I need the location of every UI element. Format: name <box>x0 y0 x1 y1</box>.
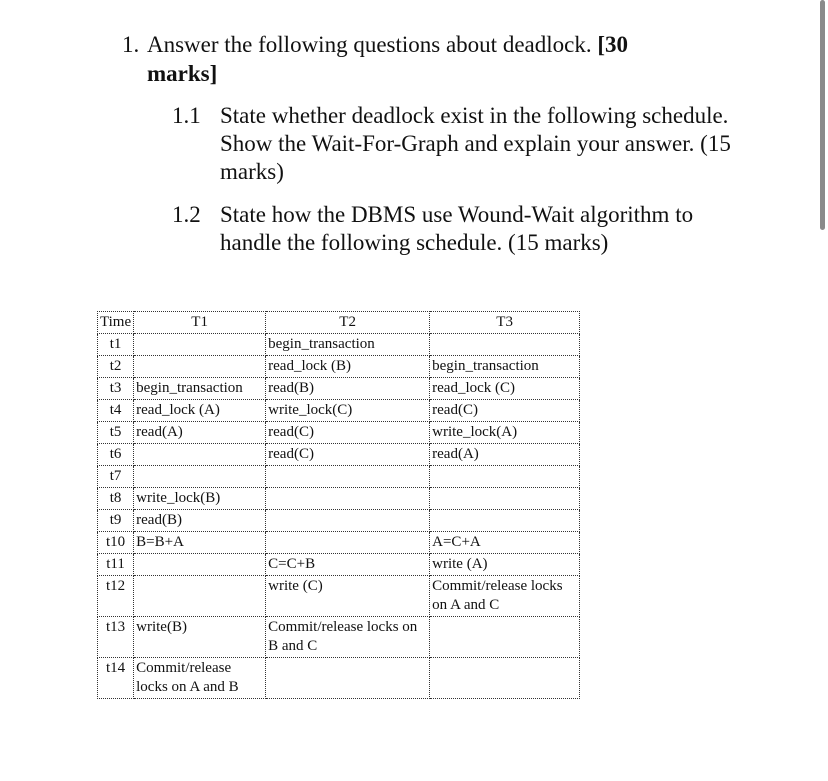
question-text: Answer the following questions about deadlock. <box>147 32 592 57</box>
cell-t2: C=C+B <box>266 554 430 576</box>
subquestion-text-content: State how the DBMS use Wound-Wait algorithm to handle the following schedule. (15 marks) <box>220 202 694 255</box>
table-row <box>98 466 580 488</box>
table-row <box>98 617 580 658</box>
subquestion-text <box>172 201 732 257</box>
cell-t3 <box>430 488 580 510</box>
table-row <box>98 576 580 617</box>
cell-t3 <box>430 510 580 532</box>
subquestion-text-content: State whether deadlock exist in the following schedule. Show the Wait-For-Graph and explain your answer. (15 marks) <box>220 103 731 184</box>
table-row <box>98 356 580 378</box>
cell-t3: write (A) <box>430 554 580 576</box>
cell-t3 <box>430 658 580 699</box>
cell-t2: read(C) <box>266 422 430 444</box>
cell-time: t7 <box>98 466 134 488</box>
cell-t2 <box>266 466 430 488</box>
cell-t1: Commit/release locks on A and B <box>134 658 266 699</box>
cell-time: t8 <box>98 488 134 510</box>
header-time: Time <box>98 312 134 334</box>
header-t3: T3 <box>430 312 580 334</box>
cell-t1: B=B+A <box>134 532 266 554</box>
cell-t1: read(A) <box>134 422 266 444</box>
cell-t3: A=C+A <box>430 532 580 554</box>
cell-t2 <box>266 658 430 699</box>
table-row <box>98 658 580 699</box>
table-header-row <box>98 312 580 334</box>
cell-t3: begin_transaction <box>430 356 580 378</box>
cell-time: t2 <box>98 356 134 378</box>
cell-t3 <box>430 617 580 658</box>
cell-t3 <box>430 334 580 356</box>
header-t2: T2 <box>266 312 430 334</box>
table-row <box>98 532 580 554</box>
cell-t1 <box>134 334 266 356</box>
cell-t2 <box>266 510 430 532</box>
cell-t1: write_lock(B) <box>134 488 266 510</box>
cell-t3 <box>430 466 580 488</box>
cell-t2: Commit/release locks on B and C <box>266 617 430 658</box>
cell-t1 <box>134 356 266 378</box>
cell-t3: read_lock (C) <box>430 378 580 400</box>
cell-t1 <box>134 576 266 617</box>
cell-t1 <box>134 466 266 488</box>
cell-time: t9 <box>98 510 134 532</box>
cell-t1 <box>134 554 266 576</box>
cell-t1: write(B) <box>134 617 266 658</box>
cell-t1: read(B) <box>134 510 266 532</box>
cell-t3: read(C) <box>430 400 580 422</box>
question-marks: [30 marks] <box>147 32 629 86</box>
table-row <box>98 334 580 356</box>
cell-time: t4 <box>98 400 134 422</box>
table-row <box>98 488 580 510</box>
cell-time: t11 <box>98 554 134 576</box>
header-t1: T1 <box>134 312 266 334</box>
cell-time: t10 <box>98 532 134 554</box>
cell-t2 <box>266 532 430 554</box>
cell-t1 <box>134 444 266 466</box>
schedule-table <box>97 311 580 699</box>
cell-t2 <box>266 488 430 510</box>
subquestion-number: 1.2 <box>172 202 201 227</box>
cell-t3: read(A) <box>430 444 580 466</box>
vertical-scrollbar[interactable] <box>820 0 825 230</box>
question-number: 1. <box>122 32 140 57</box>
cell-t2: read_lock (B) <box>266 356 430 378</box>
cell-t2: write_lock(C) <box>266 400 430 422</box>
subquestion-text <box>172 102 732 186</box>
cell-t3: write_lock(A) <box>430 422 580 444</box>
cell-t2: read(C) <box>266 444 430 466</box>
table-row <box>98 422 580 444</box>
question-text-block <box>122 30 682 88</box>
subquestion-number: 1.1 <box>172 103 201 128</box>
table-row <box>98 378 580 400</box>
subquestion-1-2 <box>172 201 732 257</box>
cell-time: t6 <box>98 444 134 466</box>
table-row <box>98 510 580 532</box>
cell-t1: read_lock (A) <box>134 400 266 422</box>
cell-t2: begin_transaction <box>266 334 430 356</box>
table-row <box>98 400 580 422</box>
question-1 <box>122 30 682 88</box>
cell-time: t1 <box>98 334 134 356</box>
table-row <box>98 554 580 576</box>
cell-time: t5 <box>98 422 134 444</box>
cell-time: t12 <box>98 576 134 617</box>
cell-t2: write (C) <box>266 576 430 617</box>
table-row <box>98 444 580 466</box>
cell-time: t3 <box>98 378 134 400</box>
cell-time: t14 <box>98 658 134 699</box>
subquestion-1-1 <box>172 102 732 186</box>
cell-t1: begin_transaction <box>134 378 266 400</box>
cell-time: t13 <box>98 617 134 658</box>
cell-t2: read(B) <box>266 378 430 400</box>
cell-t3: Commit/release locks on A and C <box>430 576 580 617</box>
